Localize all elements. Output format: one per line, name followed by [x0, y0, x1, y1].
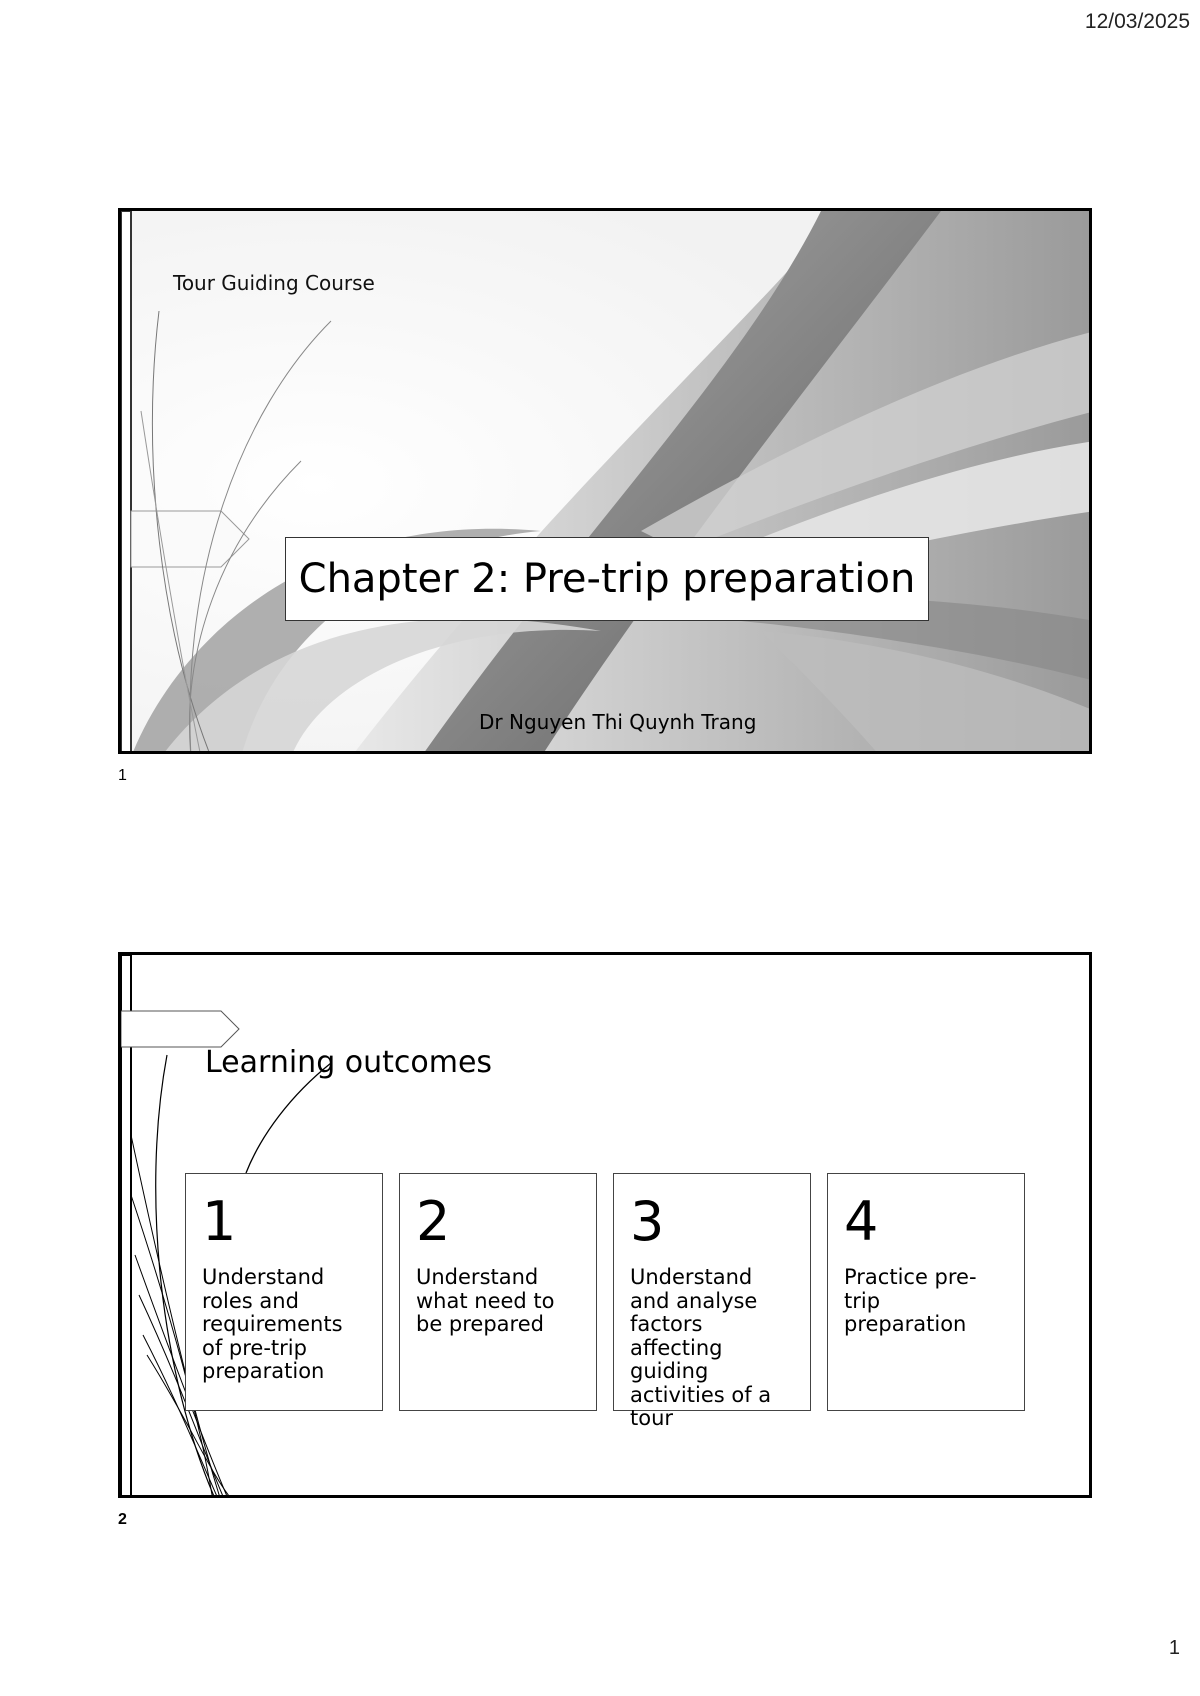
- outcome-number: 4: [844, 1190, 879, 1253]
- outcome-card-3: [613, 1173, 811, 1430]
- slide-number-2: 2: [118, 1511, 127, 1528]
- outcome-text: Practice pre-trip preparation: [844, 1265, 977, 1336]
- slide-number-1: 1: [118, 767, 127, 784]
- course-label: Tour Guiding Course: [173, 271, 375, 295]
- slide-1: [118, 208, 1092, 754]
- learning-outcomes-title: Learning outcomes: [205, 1045, 493, 1080]
- page-date: 12/03/2025: [1084, 10, 1190, 33]
- outcome-number: 2: [416, 1190, 451, 1253]
- page-number: 1: [1168, 1637, 1180, 1659]
- outcome-card-2: [399, 1173, 597, 1411]
- outcome-number: 3: [630, 1190, 665, 1253]
- slide-2: [118, 952, 1092, 1498]
- outcome-number: 1: [202, 1190, 237, 1253]
- author-name: Dr Nguyen Thi Quynh Trang: [479, 710, 757, 734]
- outcome-card-4: [827, 1173, 1025, 1411]
- outcome-text: Understand what need to be prepared: [416, 1265, 555, 1336]
- outcome-card-1: [185, 1173, 383, 1411]
- outcome-text: Understand and analyse factors affecting guiding activities of a tour: [630, 1265, 772, 1430]
- outcome-text: Understand roles and requirements of pre-trip preparation: [202, 1265, 343, 1383]
- chapter-title: Chapter 2: Pre-trip preparation: [285, 537, 929, 621]
